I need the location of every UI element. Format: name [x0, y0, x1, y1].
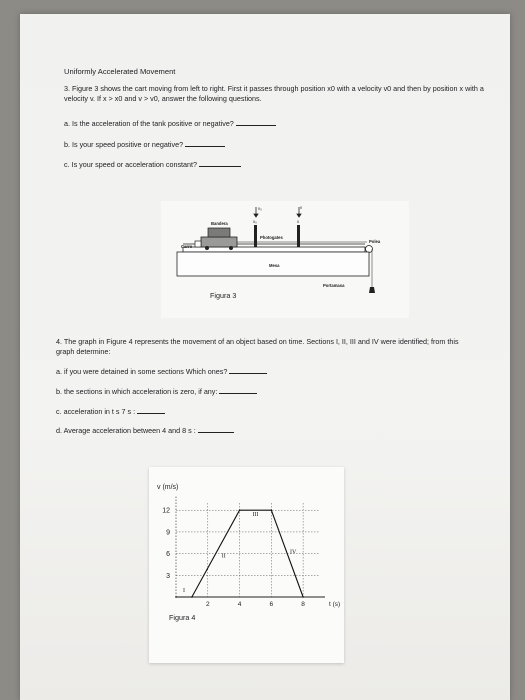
table-label: Mesa — [269, 263, 280, 268]
x-tick-label: 4 — [237, 601, 242, 608]
section-label: I — [182, 588, 185, 594]
velocity-data-point — [191, 596, 193, 598]
figure-4 — [149, 467, 344, 663]
hanging-mass — [369, 287, 375, 293]
velocity-data-point — [302, 596, 304, 598]
question-4a-text: a. if you were detained in some sections Which ones? — [56, 367, 228, 376]
question-4c-text: c. acceleration in t s 7 s : — [56, 407, 136, 416]
answer-blank-4b[interactable] — [219, 387, 257, 394]
velocity-data-point — [271, 509, 273, 511]
question-3c-text: c. Is your speed or acceleration constant? — [64, 160, 198, 169]
question-3b — [64, 140, 225, 150]
question-3b-text: b. Is your speed positive or negative? — [64, 140, 184, 149]
x-tick-label: 6 — [269, 601, 274, 608]
cart-flag — [208, 228, 230, 237]
x-tick-label: 8 — [301, 601, 305, 608]
photogates-label: Photogates — [260, 235, 283, 240]
x-axis-label: t (s) — [329, 601, 341, 608]
y-tick-label: 3 — [166, 572, 170, 580]
pulley-label: Polea — [369, 239, 381, 244]
question-3c — [64, 160, 241, 170]
track-rail — [183, 247, 365, 252]
worksheet-page — [20, 14, 510, 700]
pulley — [366, 246, 373, 253]
cart-label: Carro — [181, 244, 193, 249]
flag-label: Bandera — [211, 221, 228, 226]
y-tick-label: 6 — [166, 551, 170, 559]
x0-label: x₀ — [253, 219, 257, 224]
x-tick-label: 2 — [205, 601, 210, 608]
section-label: IV — [290, 549, 297, 556]
question-4d — [56, 426, 234, 436]
v-label: v — [300, 205, 303, 210]
answer-blank-4d[interactable] — [198, 426, 234, 433]
section-label: II — [221, 553, 226, 560]
mass-holder-label: Portamasa — [323, 283, 345, 288]
v0-label: v₀ — [258, 206, 262, 211]
question-3a-text: a. Is the acceleration of the tank positive or negative? — [64, 119, 234, 128]
figure-3 — [161, 201, 409, 318]
question-4b-text: b. the sections in which acceleration is zero, if any: — [56, 387, 218, 396]
y-tick-label: 12 — [162, 507, 170, 515]
y-axis-label: v (m/s) — [157, 484, 179, 491]
cart-track-diagram — [161, 201, 409, 318]
answer-blank-3a[interactable] — [236, 119, 276, 126]
question-4a — [56, 367, 267, 377]
velocity-time-chart — [149, 467, 344, 663]
answer-blank-4a[interactable] — [229, 367, 267, 374]
section-label: III — [252, 512, 259, 519]
question-4b — [56, 387, 257, 397]
velocity-data-point — [175, 596, 177, 598]
question-3a — [64, 119, 276, 129]
velocity-data-point — [239, 509, 241, 511]
question-4c — [56, 407, 165, 417]
question-4-intro: 4. The graph in Figure 4 represents the movement of an object based on time. Sections I, II, III and IV were identified; from this graph determine: — [56, 337, 459, 356]
answer-blank-3c[interactable] — [199, 160, 241, 167]
y-tick-label: 9 — [166, 529, 170, 537]
question-3-intro: 3. Figure 3 shows the cart moving from left to right. First it passes through position x0 with a velocity v0 and then by position x with a velocity v. If x > x0 and v > v0, answer the following questions. — [64, 84, 484, 103]
page-title: Uniformly Accelerated Movement — [64, 67, 176, 76]
answer-blank-4c[interactable] — [137, 407, 165, 414]
figure-3-caption: Figura 3 — [210, 291, 237, 300]
cart-body — [201, 237, 237, 247]
answer-blank-3b[interactable] — [185, 140, 225, 147]
x-label: x — [297, 219, 300, 224]
question-4d-text: d. Average acceleration between 4 and 8 s : — [56, 426, 196, 435]
figure-4-caption: Figura 4 — [169, 613, 196, 622]
